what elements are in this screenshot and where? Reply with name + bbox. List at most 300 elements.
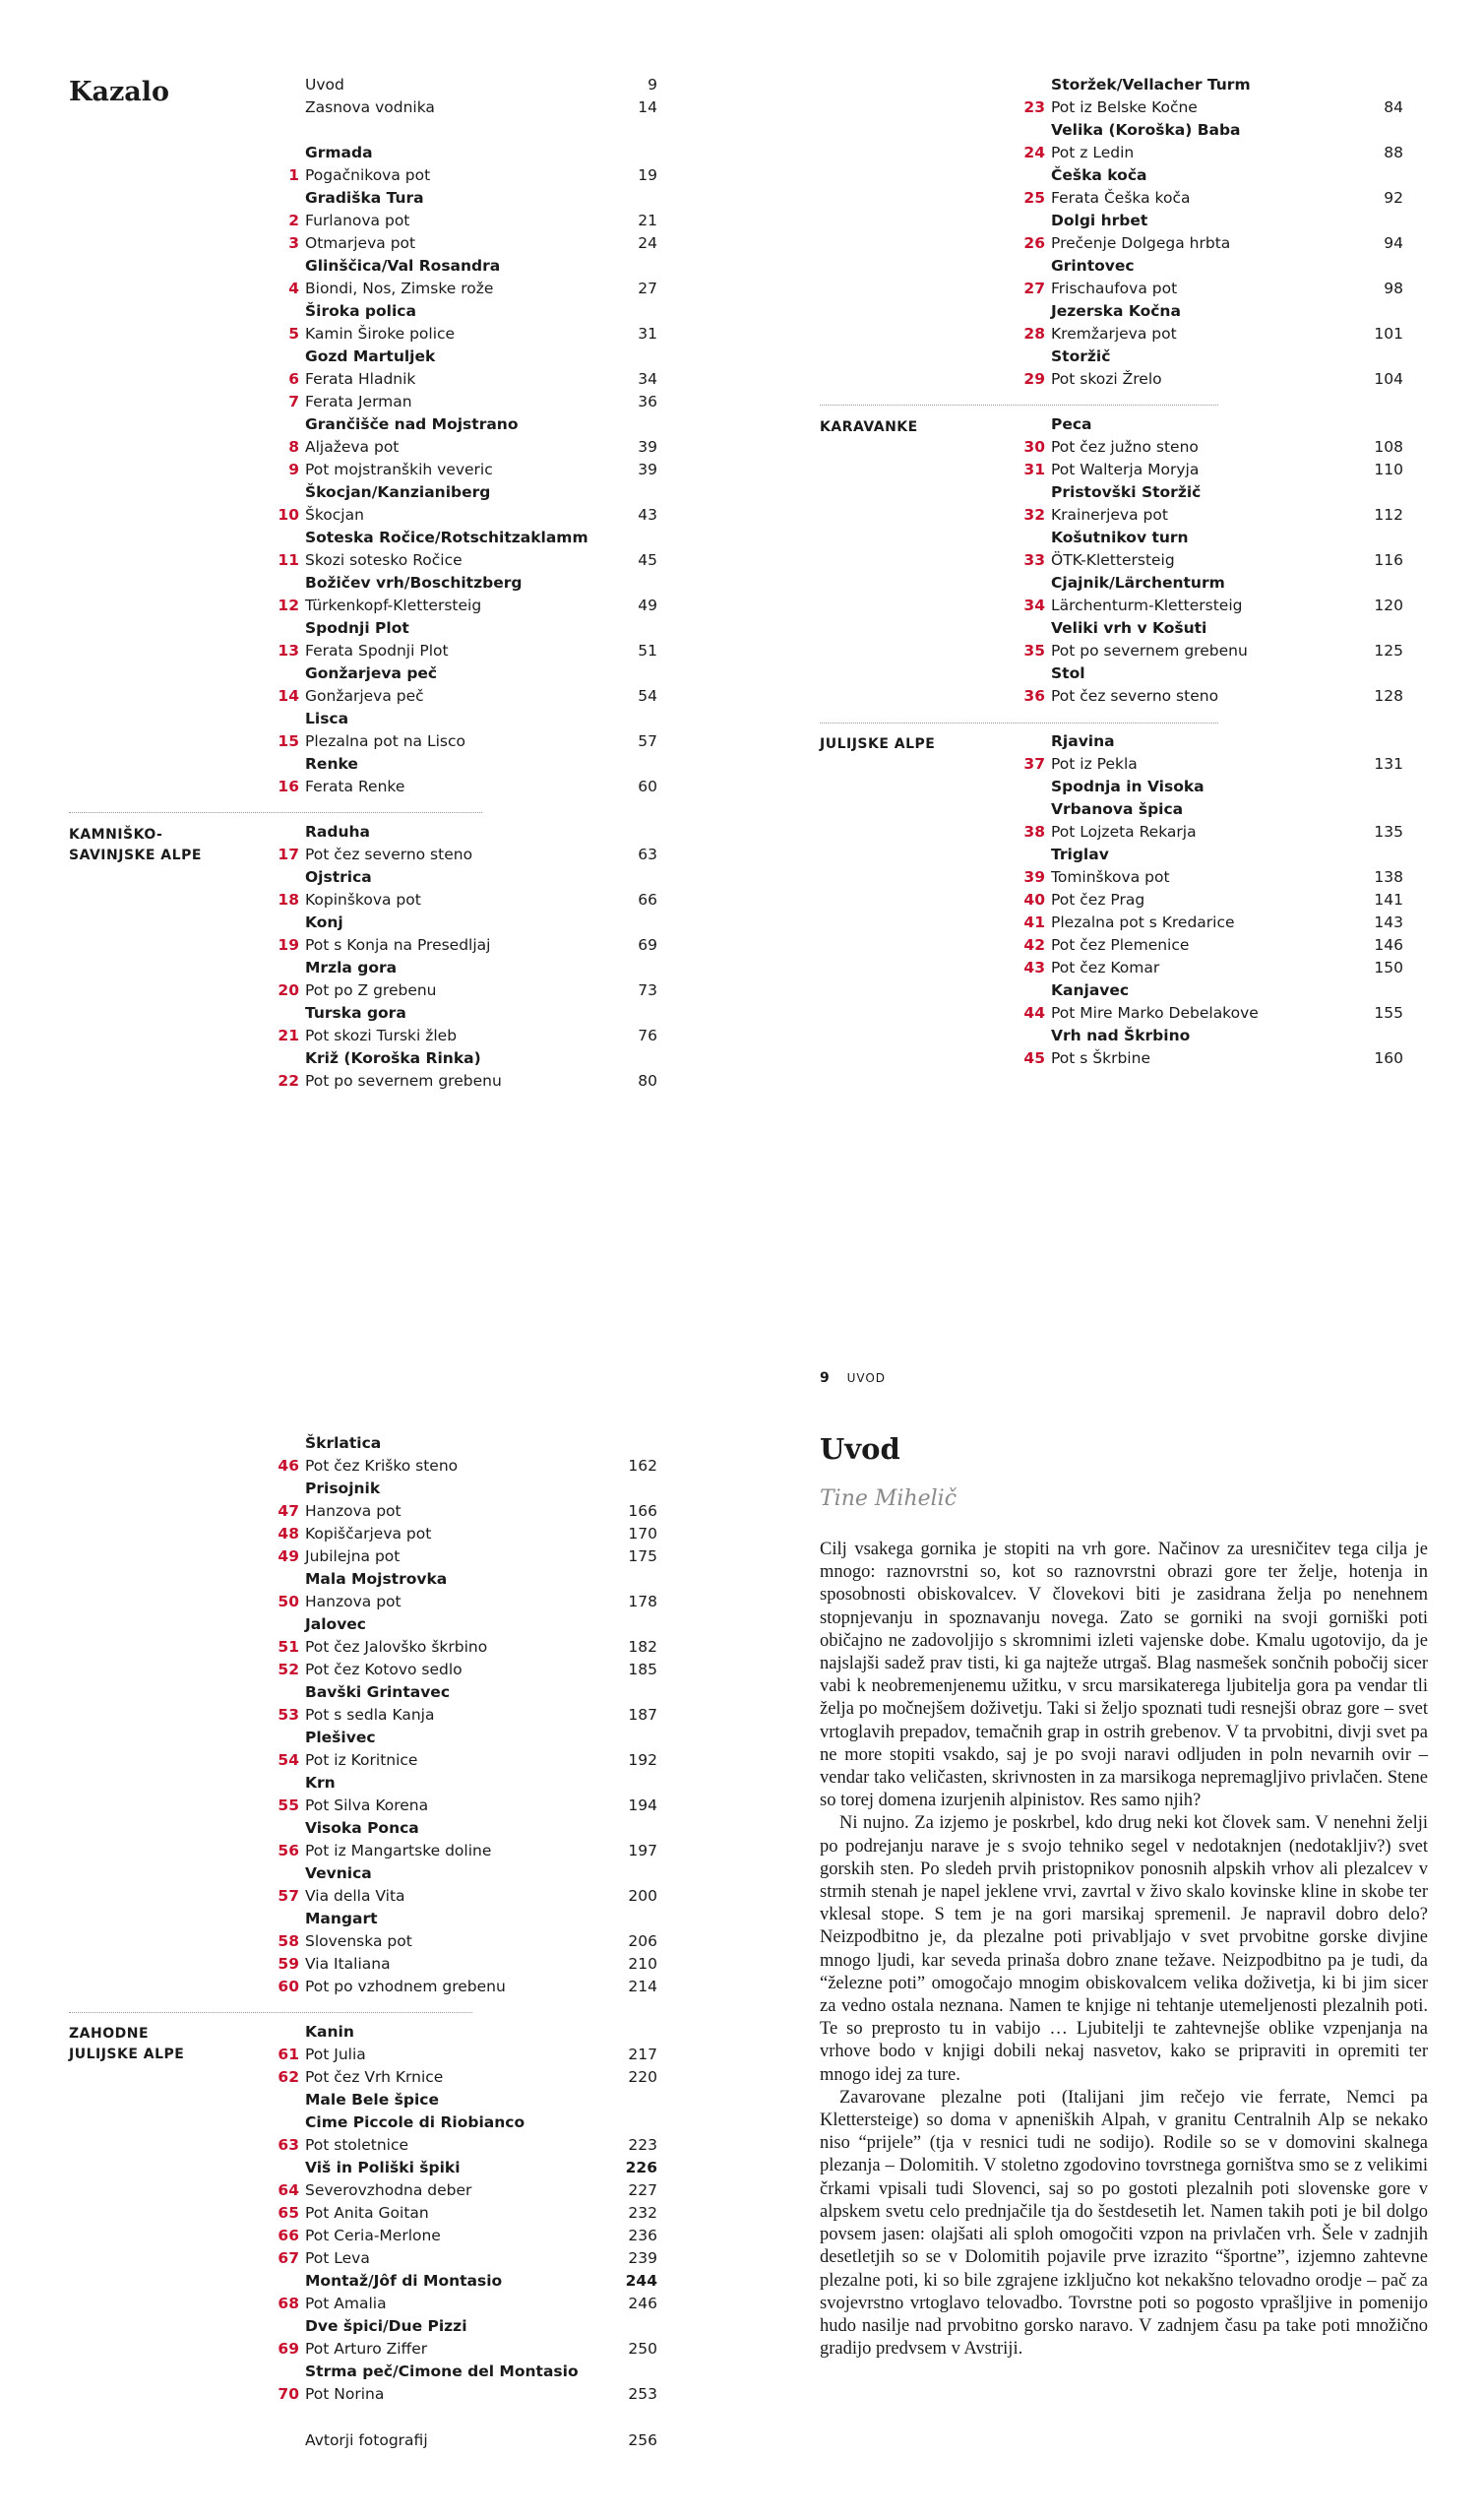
toc-mountain-heading [1051, 210, 1403, 232]
mountain-name: Storžič [1051, 347, 1111, 365]
route-number: 2 [288, 212, 299, 229]
route-name: Pot Lojzeta Rekarja [1051, 823, 1197, 841]
toc-entry [1023, 323, 1403, 346]
toc-entry [1023, 436, 1403, 459]
page-ref: 256 [628, 2431, 657, 2449]
toc-mountain-heading [305, 753, 657, 776]
route-name: Jubilejna pot [305, 1547, 401, 1565]
route-name: Hanzova pot [305, 1593, 402, 1610]
toc-mountain-heading [1051, 74, 1403, 96]
mountain-name: Cjajnik/Lärchenturm [1051, 574, 1225, 592]
mountain-name: Grintovec [1051, 257, 1135, 275]
mountain-name: Kanin [305, 2023, 354, 2041]
mountain-name: Stol [1051, 664, 1085, 682]
route-name: Uvod [305, 76, 344, 94]
toc-mountain-heading [305, 1908, 657, 1930]
route-number: 10 [278, 506, 299, 524]
page-ref: 116 [1374, 551, 1403, 569]
mountain-name: Strma peč/Cimone del Montasio [305, 2362, 579, 2380]
page-ref: 49 [638, 597, 657, 614]
region-label-kamnisko: KAMNIŠKO- SAVINJSKE ALPE [69, 827, 202, 863]
toc-mountain-heading [305, 957, 657, 979]
page-ref: 214 [628, 1978, 657, 1995]
mountain-name: Gozd Martuljek [305, 347, 436, 365]
mountain-name: Spodnja in Visoka [1051, 778, 1205, 795]
toc-spacer [305, 798, 657, 821]
page-ref: 185 [628, 1661, 657, 1678]
mountain-name: Dolgi hrbet [1051, 212, 1148, 229]
mountain-name: Vrbanova špica [1051, 800, 1184, 818]
toc-entry [278, 2338, 657, 2361]
mountain-name: Božičev vrh/Boschitzberg [305, 574, 523, 592]
route-name: Prečenje Dolgega hrbta [1051, 234, 1231, 252]
route-name: Biondi, Nos, Zimske rože [305, 280, 494, 297]
route-name: Pot iz Mangartske doline [305, 1842, 492, 1859]
mountain-name: Peca [1051, 415, 1092, 433]
page-ref: 60 [638, 778, 657, 795]
route-name: Pot iz Pekla [1051, 755, 1138, 773]
toc-mountain-heading [305, 2361, 657, 2383]
page-ref: 162 [628, 1457, 657, 1475]
route-name: Pot iz Koritnice [305, 1751, 418, 1769]
toc-mountain-heading [1051, 1025, 1403, 1047]
toc-entry [1023, 504, 1403, 527]
toc-mountain-heading [1051, 798, 1403, 821]
toc-mountain-heading [305, 413, 657, 436]
toc-mountain-heading [305, 1432, 657, 1455]
route-name: Pot z Ledin [1051, 144, 1135, 161]
route-name: Aljaževa pot [305, 438, 400, 456]
toc-entry [288, 232, 657, 255]
toc-entry [1023, 866, 1403, 889]
mountain-name: Storžek/Vellacher Turm [1051, 76, 1251, 94]
mountain-name: Prisojnik [305, 1480, 381, 1497]
route-name: Slovenska pot [305, 1932, 412, 1950]
route-name: Pot po Z grebenu [305, 981, 437, 999]
toc-entry [278, 2383, 657, 2406]
route-number: 33 [1023, 551, 1045, 569]
page-ref: 66 [638, 891, 657, 909]
toc-entry [288, 391, 657, 413]
page-ref: 141 [1374, 891, 1403, 909]
route-name: Pot Julia [305, 2046, 366, 2063]
toc-entry [278, 1930, 657, 1953]
route-number: 43 [1023, 959, 1045, 976]
toc-mountain-heading [1051, 662, 1403, 685]
page-ref: 128 [1374, 687, 1403, 705]
toc-entry [1023, 1002, 1403, 1025]
mountain-name: Češka koča [1051, 166, 1147, 184]
toc-spacer [1051, 391, 1403, 413]
toc-entry [278, 934, 657, 957]
mountain-name: Rjavina [1051, 732, 1115, 750]
mountain-name: Gradiška Tura [305, 189, 424, 207]
toc-entry [278, 1953, 657, 1976]
toc-entry [1023, 368, 1403, 391]
page-ref: 57 [638, 732, 657, 750]
page-ref: 160 [1374, 1049, 1403, 1067]
route-number: 23 [1023, 98, 1045, 116]
page-ref: 45 [638, 551, 657, 569]
toc-entry [278, 2225, 657, 2247]
toc-entry [278, 1025, 657, 1047]
toc-entry [278, 685, 657, 708]
route-name: Pot čez južno steno [1051, 438, 1199, 456]
route-name: Via della Vita [305, 1887, 405, 1905]
route-name: Pot iz Belske Kočne [1051, 98, 1198, 116]
page-ref: 182 [628, 1638, 657, 1656]
toc-entry [278, 2179, 657, 2202]
toc-column-1 [278, 74, 657, 1093]
toc-mountain-heading [305, 912, 657, 934]
route-number: 31 [1023, 461, 1045, 478]
page-ref: 155 [1374, 1004, 1403, 1022]
page-ref: 80 [638, 1072, 657, 1090]
page-ref: 239 [628, 2249, 657, 2267]
mountain-name: Male Bele špice [305, 2091, 439, 2109]
route-number: 57 [278, 1887, 299, 1905]
route-name: Pot s sedla Kanja [305, 1706, 435, 1724]
page-ref: 92 [1384, 189, 1403, 207]
mountain-name: Jezerska Kočna [1051, 302, 1181, 320]
mountain-name: Lisca [305, 710, 349, 727]
toc-mountain-heading [1051, 844, 1403, 866]
toc-mountain-heading [305, 866, 657, 889]
region-label-julijske: JULIJSKE ALPE [820, 736, 936, 752]
page-ref: 51 [638, 642, 657, 660]
toc-mountain-heading [305, 2021, 657, 2044]
mountain-name: Jalovec [305, 1615, 366, 1633]
region-label-zahodne: ZAHODNE JULIJSKE ALPE [69, 2026, 185, 2062]
route-number: 54 [278, 1751, 299, 1769]
route-number: 13 [278, 642, 299, 660]
route-name: Ferata Češka koča [1051, 189, 1191, 207]
region-label-karavanke: KARAVANKE [820, 419, 918, 435]
page-ref: 98 [1384, 280, 1403, 297]
intro-author: Tine Mihelič [820, 1486, 958, 1511]
mountain-name: Soteska Ročice/Rotschitzaklamm [305, 529, 588, 546]
route-number: 64 [278, 2181, 299, 2199]
page-ref: 131 [1374, 755, 1403, 773]
route-name: Pot čez Plemenice [1051, 936, 1190, 954]
page-ref: 112 [1374, 506, 1403, 524]
route-name: Severovzhodna deber [305, 2181, 472, 2199]
toc-mountain-heading [1051, 979, 1403, 1002]
page-ref: 9 [648, 76, 657, 94]
page-ref: 232 [628, 2204, 657, 2222]
toc-entry [278, 1749, 657, 1772]
route-name: Pot čez Jalovško škrbino [305, 1638, 488, 1656]
toc-mountain-heading [305, 2111, 657, 2134]
route-number: 50 [278, 1593, 299, 1610]
toc-entry [278, 1885, 657, 1908]
toc-entry [278, 1591, 657, 1613]
route-number: 40 [1023, 891, 1045, 909]
mountain-name: Krn [305, 1774, 336, 1792]
route-name: Kopiščarjeva pot [305, 1525, 432, 1543]
page-ref: 36 [638, 393, 657, 410]
route-name: Pot skozi Žrelo [1051, 370, 1162, 388]
page-ref: 34 [638, 370, 657, 388]
route-name: ÖTK-Klettersteig [1051, 551, 1175, 569]
toc-entry [278, 1704, 657, 1727]
route-name: Otmarjeva pot [305, 234, 416, 252]
route-number: 68 [278, 2295, 299, 2312]
toc-mountain-heading [305, 300, 657, 323]
route-name: Pot s Konja na Presedljaj [305, 936, 491, 954]
toc-entry [278, 1523, 657, 1545]
toc-entry [278, 2044, 657, 2066]
mountain-name: Viš in Poliški špiki [305, 2159, 461, 2176]
route-name: Plezalna pot s Kredarice [1051, 914, 1235, 931]
toc-entry [278, 2293, 657, 2315]
route-name: Pot čez Prag [1051, 891, 1145, 909]
toc-entry [278, 1500, 657, 1523]
route-number: 69 [278, 2340, 299, 2358]
route-number: 42 [1023, 936, 1045, 954]
route-name: Pot Leva [305, 2249, 370, 2267]
toc-entry [288, 436, 657, 459]
route-name: Ferata Jerman [305, 393, 412, 410]
route-number: 5 [288, 325, 299, 343]
mountain-name: Visoka Ponca [305, 1819, 419, 1837]
route-number: 3 [288, 234, 299, 252]
route-number: 9 [288, 461, 299, 478]
toc-mountain-heading [305, 572, 657, 595]
route-number: 56 [278, 1842, 299, 1859]
toc-mountain-heading [305, 1613, 657, 1636]
route-name: Pot Silva Korena [305, 1796, 429, 1814]
route-name: Lärchenturm-Klettersteig [1051, 597, 1243, 614]
page-ref: 120 [1374, 597, 1403, 614]
toc-entry [1023, 232, 1403, 255]
toc-entry [305, 2429, 657, 2452]
toc-mountain-heading [305, 1681, 657, 1704]
page-ref: 192 [628, 1751, 657, 1769]
toc-mountain-heading [1051, 776, 1403, 798]
route-number: 53 [278, 1706, 299, 1724]
route-name: Ferata Spodnji Plot [305, 642, 449, 660]
page-ref: 43 [638, 506, 657, 524]
page-ref: 166 [628, 1502, 657, 1520]
running-head: UVOD [846, 1371, 887, 1385]
route-number: 49 [278, 1547, 299, 1565]
toc-entry [1023, 142, 1403, 164]
route-number: 28 [1023, 325, 1045, 343]
toc-column-2 [1023, 74, 1403, 1070]
route-name: Frischaufova pot [1051, 280, 1178, 297]
toc-spacer [305, 1998, 657, 2021]
route-name: Pot mojstranških veveric [305, 461, 493, 478]
page-ref: 88 [1384, 144, 1403, 161]
route-number: 32 [1023, 506, 1045, 524]
toc-entry [288, 278, 657, 300]
page-ref: 226 [625, 2159, 657, 2176]
mountain-name: Renke [305, 755, 358, 773]
page-ref: 217 [628, 2046, 657, 2063]
page-ref: 178 [628, 1593, 657, 1610]
mountain-name: Kanjavec [1051, 981, 1130, 999]
mountain-name: Pristovški Storžič [1051, 483, 1202, 501]
route-number: 16 [278, 778, 299, 795]
route-number: 14 [278, 687, 299, 705]
toc-mountain-heading [1051, 481, 1403, 504]
toc-entry [278, 640, 657, 662]
route-number: 45 [1023, 1049, 1045, 1067]
toc-entry [278, 730, 657, 753]
toc-entry [1023, 912, 1403, 934]
page-ref: 143 [1374, 914, 1403, 931]
route-name: Türkenkopf-Klettersteig [305, 597, 482, 614]
route-number: 63 [278, 2136, 299, 2154]
page-ref: 125 [1374, 642, 1403, 660]
mountain-name: Vevnica [305, 1864, 372, 1882]
route-number: 58 [278, 1932, 299, 1950]
toc-mountain-heading [1051, 572, 1403, 595]
route-number: 47 [278, 1502, 299, 1520]
route-name: Skozi sotesko Ročice [305, 551, 463, 569]
toc-mountain-heading [1051, 300, 1403, 323]
toc-mountain-heading [305, 2315, 657, 2338]
toc-entry [288, 164, 657, 187]
toc-entry [288, 459, 657, 481]
toc-mountain-heading [1051, 617, 1403, 640]
route-name: Pot po severnem grebenu [1051, 642, 1248, 660]
mountain-name: Glinščica/Val Rosandra [305, 257, 501, 275]
toc-mountain-heading [305, 142, 657, 164]
route-number: 12 [278, 597, 299, 614]
route-number: 24 [1023, 144, 1045, 161]
route-name: Kopinškova pot [305, 891, 421, 909]
page-ref: 187 [628, 1706, 657, 1724]
toc-entry [278, 2134, 657, 2157]
route-name: Avtorji fotografij [305, 2431, 428, 2449]
toc-mountain-heading [1051, 119, 1403, 142]
page-ref: 150 [1374, 959, 1403, 976]
toc-mountain-heading [305, 2089, 657, 2111]
mountain-name: Bavški Grintavec [305, 1683, 451, 1701]
page-ref: 194 [628, 1796, 657, 1814]
mountain-name: Dve špici/Due Pizzi [305, 2317, 467, 2335]
page-ref: 101 [1374, 325, 1403, 343]
page-ref: 39 [638, 438, 657, 456]
route-number: 27 [1023, 280, 1045, 297]
route-name: Krainerjeva pot [1051, 506, 1168, 524]
toc-entry [1023, 821, 1403, 844]
route-number: 61 [278, 2046, 299, 2063]
page-ref: 250 [628, 2340, 657, 2358]
toc-title: Kazalo [69, 77, 170, 107]
toc-entry [1023, 640, 1403, 662]
toc-entry [278, 1545, 657, 1568]
toc-entry [278, 595, 657, 617]
route-number: 21 [278, 1027, 299, 1044]
route-name: Pot čez severno steno [1051, 687, 1219, 705]
mountain-name: Cime Piccole di Riobianco [305, 2113, 525, 2131]
page-ref: 108 [1374, 438, 1403, 456]
route-number: 62 [278, 2068, 299, 2086]
route-number: 36 [1023, 687, 1045, 705]
route-name: Ferata Renke [305, 778, 405, 795]
toc-mountain-heading [305, 1772, 657, 1795]
route-number: 51 [278, 1638, 299, 1656]
toc-mountain-heading [305, 1862, 657, 1885]
route-number: 6 [288, 370, 299, 388]
page-number: 9 [820, 1370, 831, 1386]
mountain-name: Turska gora [305, 1004, 406, 1022]
toc-column-3 [278, 1432, 657, 2452]
toc-mountain-heading [1051, 164, 1403, 187]
page-ref: 69 [638, 936, 657, 954]
toc-mountain-heading [305, 481, 657, 504]
mountain-name: Spodnji Plot [305, 619, 409, 637]
toc-entry [278, 549, 657, 572]
route-number: 55 [278, 1796, 299, 1814]
route-number: 39 [1023, 868, 1045, 886]
page-ref: 73 [638, 981, 657, 999]
route-number: 38 [1023, 823, 1045, 841]
route-name: Pot čez Kotovo sedlo [305, 1661, 463, 1678]
intro-paragraph: Ni nujno. Za izjemo je poskrbel, kdo drug neki kot človek sam. V nenehni želji po podrejanju narave je s svojo tehniko segel v nedotaknjen (nedotakljiv?) svet gorskih sten. Po sledeh prvih pristopnikov ponosnih alpskih vrhov ali plezalcev v strmih stenah je napel jeklene vrvi, zavrtal v živo skalo kovinske kline in skobe ter vklesal stope. S tem je na gori marsikaj spremenil. Je napravil dobro delo? Neizpodbitno je, da plezalne poti privabljajo v svet prvobitne gorske divjine mnogo ljudi, kar seveda prinaša dobro znane težave. Neizpodbitno pa je tudi, da “železne poti” omogočajo mnogim obiskovalcem velika doživetja, ki bi jim sicer za vedno ostala neznana. Namen te knjige ni tehtanje utemeljenosti plezalnih poti. Te so preprosto tu in vabijo … Ljubitelji te zahtevnejše oblike vzpenjanja na vrhove bodo v knjigi dobili nekaj nasvetov, kako se pripraviti in opremiti ter mnogo idej za ture. [820, 1813, 1428, 2085]
toc-mountain-heading [305, 2270, 657, 2293]
page-ref: 76 [638, 1027, 657, 1044]
toc-entry [278, 504, 657, 527]
page-ref: 21 [638, 212, 657, 229]
mountain-name: Veliki vrh v Košuti [1051, 619, 1207, 637]
toc-mountain-heading [305, 1002, 657, 1025]
route-number: 41 [1023, 914, 1045, 931]
toc-mountain-heading [305, 2157, 657, 2179]
route-name: Hanzova pot [305, 1502, 402, 1520]
mountain-name: Mangart [305, 1910, 378, 1927]
mountain-name: Križ (Koroška Rinka) [305, 1049, 481, 1067]
page-ref: 244 [625, 2272, 657, 2290]
route-name: Kamin Široke police [305, 325, 456, 343]
route-name: Škocjan [305, 506, 364, 524]
mountain-name: Grmada [305, 144, 373, 161]
route-name: Pot Walterja Moryja [1051, 461, 1200, 478]
page-ref: 246 [628, 2295, 657, 2312]
route-number: 65 [278, 2204, 299, 2222]
route-number: 59 [278, 1955, 299, 1973]
toc-entry [288, 368, 657, 391]
page-ref: 206 [628, 1932, 657, 1950]
route-number: 25 [1023, 189, 1045, 207]
toc-spacer [1051, 708, 1403, 730]
route-name: Pot stoletnice [305, 2136, 409, 2154]
route-number: 46 [278, 1457, 299, 1475]
route-number: 4 [288, 280, 299, 297]
toc-mountain-heading [1051, 346, 1403, 368]
route-name: Zasnova vodnika [305, 98, 435, 116]
toc-mountain-heading [305, 708, 657, 730]
route-name: Pot Arturo Ziffer [305, 2340, 428, 2358]
route-name: Pot Amalia [305, 2295, 387, 2312]
intro-paragraph: Zavarovane plezalne poti (Italijani jim rečejo vie ferrate, Nemci pa Klettersteige) so doma v apneniških Alpah, v granitu Centralnih Alp se nekako niso “prijele” (tja v resnici tudi ne sodijo). Rodile so se v domovini skalnega plezanja – Dolomitih. V stoletno zgodovino tovrstnega gorništva smo se z velikimi črkami vpisali tudi Slovenci, saj so po gostoti plezalnih poti slovenske gore v alpskem svetu celo prednjačile tja do šestdesetih let. Namen takih poti je bil dolgo povsem jasen: olajšati ali sploh omogočiti vzpon na privlačen vrh. Šele v zadnjih desetletjih so se v Dolomitih pojavile prve izrazito “športne”, izjemno zahtevne plezalne poti, ki so bile zgrajene izključno kot nekakšno telovadno orodje – pač za svojevrstno vrtoglavo telovadbo. Tovrstne poti so pogosto vprašljive in pomenijo hudo nasilje nad prvobitno gorsko naravo. V zadnjem času pa take poti množično gradijo predvsem v Avstriji. [820, 2087, 1428, 2360]
toc-entry [305, 74, 657, 96]
toc-mountain-heading [305, 1727, 657, 1749]
page-ref: 253 [628, 2385, 657, 2403]
toc-entry [278, 1840, 657, 1862]
page-ref: 138 [1374, 868, 1403, 886]
route-name: Via Italiana [305, 1955, 391, 1973]
mountain-name: Gonžarjeva peč [305, 664, 438, 682]
toc-entry [1023, 1047, 1403, 1070]
page-ref: 54 [638, 687, 657, 705]
page-ref: 210 [628, 1955, 657, 1973]
mountain-name: Široka polica [305, 302, 416, 320]
toc-entry [278, 1659, 657, 1681]
